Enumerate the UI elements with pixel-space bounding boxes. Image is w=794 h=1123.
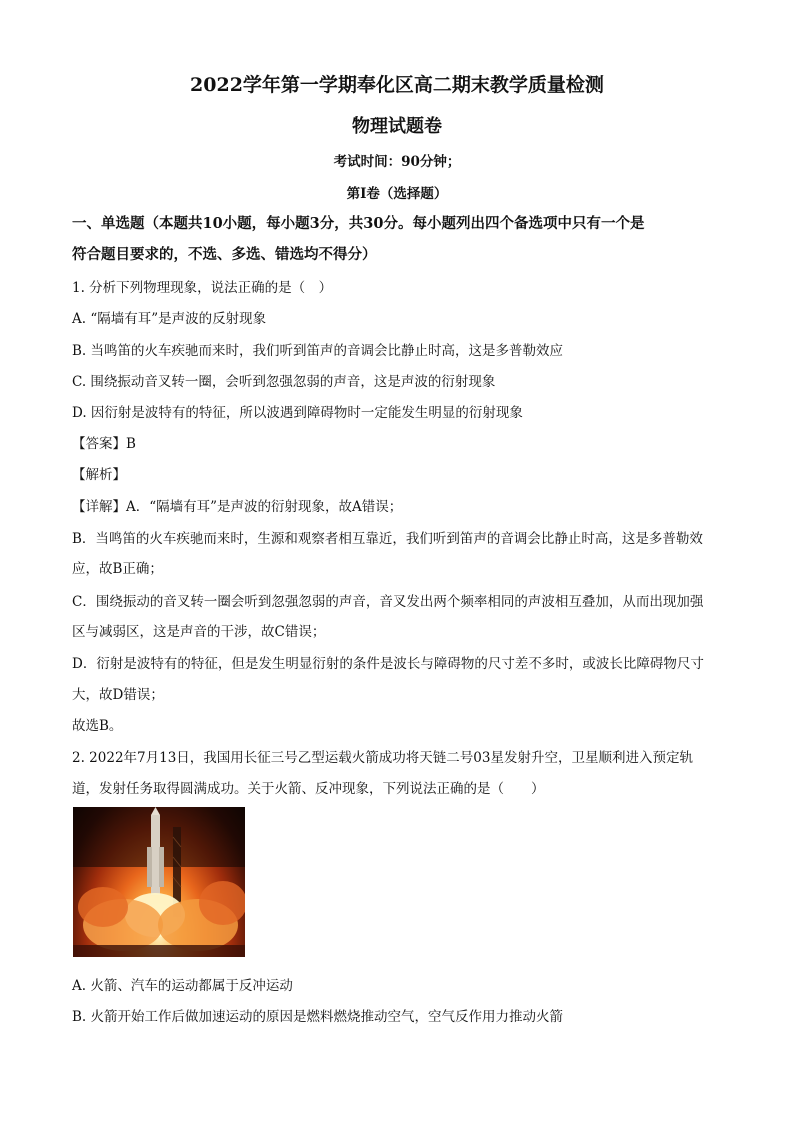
question-1-detail-a: 【详解】A．“隔墙有耳”是声波的衍射现象，故A错误； [72, 499, 403, 515]
question-1-analysis-label: 【解析】 [72, 467, 126, 483]
question-1-detail-c-line-2: 区与减弱区，这是声音的干涉，故C错误； [72, 624, 326, 640]
rocket-launch-photo [73, 807, 245, 957]
section-heading-line-1: 一、单选题（本题共10小题，每小题3分，共30分。每小题列出四个备选项中只有一个是 [72, 215, 645, 232]
question-1-stem: 1. 分析下列物理现象，说法正确的是（ ） [72, 280, 333, 296]
question-1-detail-c-line-1: C．围绕振动的音叉转一圈会听到忽强忽弱的声音，音叉发出两个频率相同的声波相互叠加，从而出现加强 [72, 594, 704, 610]
volume-heading: 第I卷（选择题） [346, 186, 448, 202]
question-1-conclusion: 故选B。 [72, 718, 123, 734]
question-2-option-a: A. 火箭、汽车的运动都属于反冲运动 [72, 978, 293, 994]
question-1-option-a: A. “隔墙有耳”是声波的反射现象 [72, 311, 267, 327]
question-2-stem-line-2: 道，发射任务取得圆满成功。关于火箭、反冲现象，下列说法正确的是（ ） [72, 781, 545, 797]
exam-subtitle: 物理试题卷 [352, 116, 442, 137]
exam-time: 考试时间：90分钟； [333, 154, 461, 170]
question-1-option-d: D. 因衍射是波特有的特征，所以波遇到障碍物时一定能发生明显的衍射现象 [72, 405, 523, 421]
question-1-detail-b-line-1: B．当鸣笛的火车疾驰而来时，生源和观察者相互靠近，我们听到笛声的音调会比静止时高，这是多普勒效 [72, 531, 703, 547]
question-1-detail-d-line-2: 大，故D错误； [72, 687, 164, 703]
question-2-stem-line-1: 2. 2022年7月13日，我国用长征三号乙型运载火箭成功将天链二号03星发射升空，卫星顺利进入预定轨 [72, 750, 693, 766]
question-1-detail-b-line-2: 应，故B正确； [72, 561, 163, 577]
exam-title: 2022学年第一学期奉化区高二期末教学质量检测 [190, 74, 604, 96]
question-1-option-b: B. 当鸣笛的火车疾驰而来时，我们听到笛声的音调会比静止时高，这是多普勒效应 [72, 343, 564, 359]
question-1-detail-d-line-1: D．衍射是波特有的特征，但是发生明显衍射的条件是波长与障碍物的尺寸差不多时，或波长比障碍物尺寸 [72, 656, 704, 672]
question-2-option-b: B. 火箭开始工作后做加速运动的原因是燃料燃烧推动空气，空气反作用力推动火箭 [72, 1009, 564, 1025]
question-1-option-c: C. 围绕振动音叉转一圈，会听到忽强忽弱的声音，这是声波的衍射现象 [72, 374, 496, 390]
question-1-answer: 【答案】B [72, 436, 136, 452]
section-heading-line-2: 符合题目要求的，不选、多选、错选均不得分） [72, 246, 377, 263]
